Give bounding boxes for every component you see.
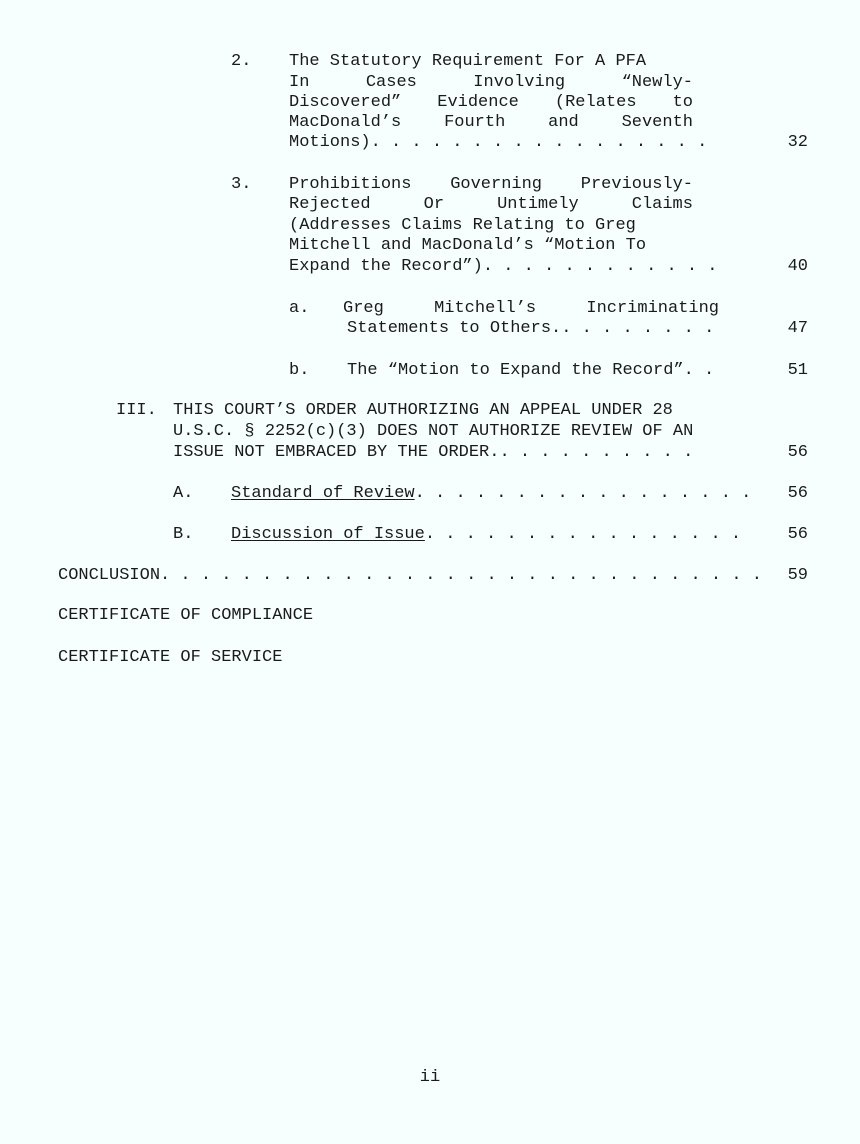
dot-leader: . . . . . . . . . . bbox=[499, 443, 694, 462]
page-number: 51 bbox=[787, 361, 808, 380]
page-number: 32 bbox=[787, 133, 808, 152]
footer-page-number: ii bbox=[419, 1068, 441, 1087]
toc-entry-certificate-service: CERTIFICATE OF SERVICE bbox=[58, 648, 283, 667]
entry-number: A. bbox=[173, 484, 194, 503]
entry-title-line: U.S.C. § 2252(c)(3) DOES NOT AUTHORIZE REVIEW OF AN bbox=[173, 422, 694, 441]
entry-title-line: Motions). . . . . . . . . . . . . . . . . bbox=[289, 133, 708, 152]
dot-leader: . . . . . . . . bbox=[561, 319, 715, 338]
entry-title-line: The “Motion to Expand the Record”. . bbox=[347, 361, 715, 380]
entry-title-line: (Addresses Claims Relating to Greg bbox=[289, 216, 636, 235]
page-number: 59 bbox=[787, 566, 808, 585]
entry-title-line: Rejected Or Untimely Claims bbox=[289, 195, 693, 214]
page-number: 56 bbox=[787, 525, 808, 544]
dot-leader: . . . . . . . . . . . . . . . . . bbox=[370, 133, 708, 152]
entry-number: 3. bbox=[231, 175, 252, 194]
entry-title-line: In Cases Involving “Newly- bbox=[289, 73, 693, 92]
dot-leader: . . . . . . . . . . . . . . . . . . . . . . . . . . . . . . bbox=[160, 566, 762, 585]
dot-leader: . bbox=[693, 361, 715, 380]
entry-title-line: MacDonald’s Fourth and Seventh bbox=[289, 113, 693, 132]
page-number: 56 bbox=[787, 484, 808, 503]
entry-number: III. bbox=[116, 401, 157, 420]
entry-number: 2. bbox=[231, 52, 252, 71]
entry-number: a. bbox=[289, 299, 310, 318]
entry-number: b. bbox=[289, 361, 310, 380]
entry-title-line: Discovered” Evidence (Relates to bbox=[289, 93, 693, 112]
entry-title-line: Mitchell and MacDonald’s “Motion To bbox=[289, 236, 647, 255]
entry-number: B. bbox=[173, 525, 194, 544]
entry-title-line: Greg Mitchell’s Incriminating bbox=[343, 299, 719, 318]
page-number: 56 bbox=[787, 443, 808, 462]
entry-title-line: Discussion of Issue. . . . . . . . . . . . . . . . bbox=[231, 525, 742, 544]
page-number: 47 bbox=[787, 319, 808, 338]
dot-leader: . . . . . . . . . . . . . . . . . bbox=[414, 484, 752, 503]
entry-title-line: Prohibitions Governing Previously- bbox=[289, 175, 693, 194]
entry-title-line: CONCLUSION. . . . . . . . . . . . . . . . . . . . . . . . . . . . . . bbox=[58, 566, 762, 585]
entry-title-line: ISSUE NOT EMBRACED BY THE ORDER.. . . . . . . . . . bbox=[173, 443, 694, 462]
toc-entry-certificate-compliance: CERTIFICATE OF COMPLIANCE bbox=[58, 606, 314, 625]
entry-title-line: THIS COURT’S ORDER AUTHORIZING AN APPEAL UNDER 28 bbox=[173, 401, 673, 420]
entry-title-line: Standard of Review. . . . . . . . . . . . . . . . . bbox=[231, 484, 752, 503]
entry-title-line: Statements to Others.. . . . . . . . bbox=[347, 319, 715, 338]
page-number: 40 bbox=[787, 257, 808, 276]
dot-leader: . . . . . . . . . . . . . . . . bbox=[424, 525, 742, 544]
entry-title-line: The Statutory Requirement For A PFA bbox=[289, 52, 647, 71]
dot-leader: . . . . . . . . . . . . bbox=[482, 257, 718, 276]
entry-title-line: Expand the Record”). . . . . . . . . . . . bbox=[289, 257, 718, 276]
